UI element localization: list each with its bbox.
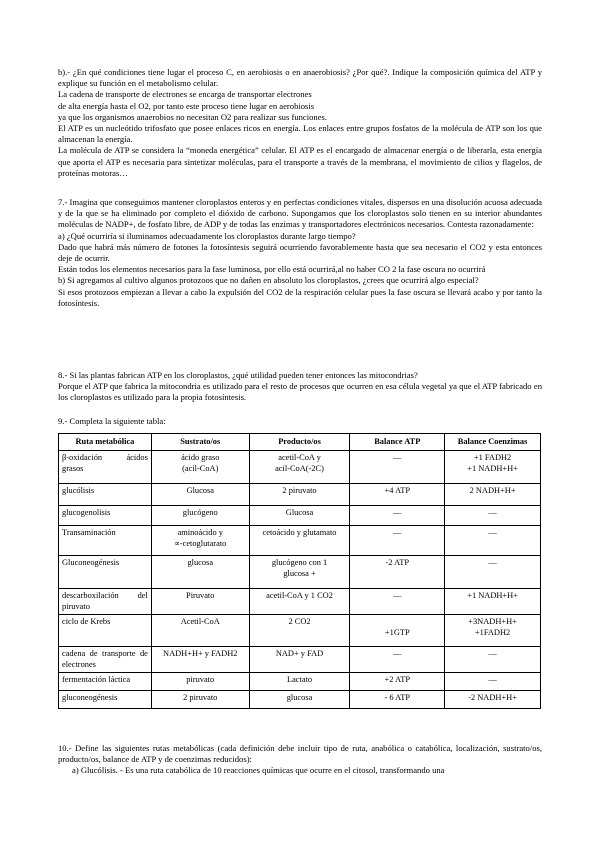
table-cell: aminoácido y ∝-cetoglutarato	[151, 526, 249, 556]
table-cell: +2 ATP	[350, 673, 445, 691]
column-header: Ruta metabólica	[59, 434, 152, 451]
table-row	[59, 451, 541, 484]
table-row	[59, 615, 541, 647]
answer-paragraph: a) Glucólisis. - Es una ruta catabólica de 10 reacciones químicas que ocurre en el citosol, transformando una	[72, 765, 445, 776]
answer-paragraph: Dado que habrá más número de fotones la fotosíntesis seguirá ocurriendo favorablemente hasta que sea necesario el CO2 y esta entonces deje de ocurrir.	[58, 241, 542, 264]
column-header: Producto/os	[249, 434, 350, 451]
table-cell: 2 CO2	[249, 615, 350, 647]
table-cell: Lactato	[249, 673, 350, 691]
column-header: Sustrato/os	[151, 434, 249, 451]
table-cell: +1 NADH+H+	[445, 589, 541, 615]
table-cell: acetil-CoA y acil-CoA(-2C)	[249, 451, 350, 484]
route-name-cell: gluconeogénesis	[59, 691, 152, 709]
table-cell: —	[350, 589, 445, 615]
route-name-cell: glucogenolisis	[59, 506, 152, 526]
table-cell: acetil-CoA y 1 CO2	[249, 589, 350, 615]
answer-paragraph: Porque el ATP que fabrica la mitocondria es utilizado para el resto de procesos que ocurren en esa célula vegetal ya que el ATP fabricado en los cloroplastos es utilizado para la propia fotosíntesis.	[58, 381, 542, 403]
answer-line: La cadena de transporte de electrones se encarga de transportar electrones	[58, 89, 312, 100]
route-name-cell: Transaminación	[59, 526, 152, 556]
question-8-prompt: 8.- Si las plantas fabrican ATP en los cloroplastos, ¿qué utilidad pueden tener entonces las mitocondrias?	[58, 370, 418, 380]
table-cell: +4 ATP	[350, 484, 445, 506]
table-cell: —	[445, 673, 541, 691]
metabolic-routes-table	[58, 433, 541, 709]
table-cell: glucógeno	[151, 506, 249, 526]
table-cell: +3NADH+H+ +1FADH2	[445, 615, 541, 647]
table-cell: —	[445, 647, 541, 673]
table-cell: —	[445, 506, 541, 526]
question-9-prompt: 9.- Completa la siguiente tabla:	[58, 416, 166, 426]
route-name-cell: β-oxidación ácidos grasos	[59, 451, 152, 484]
table-cell: ácido graso (acil-CoA)	[151, 451, 249, 484]
table-cell: —	[445, 526, 541, 556]
route-name-cell: descarboxilación del piruvato	[59, 589, 152, 615]
table-cell: +1 FADH2 +1 NADH+H+	[445, 451, 541, 484]
table-cell: +1GTP	[350, 615, 445, 647]
question-9	[58, 416, 542, 427]
question-7	[58, 197, 542, 309]
table-cell: NADH+H+ y FADH2	[151, 647, 249, 673]
table-row	[59, 484, 541, 506]
table-cell: 2 piruvato	[249, 484, 350, 506]
question-8	[58, 370, 542, 404]
answer-paragraph: La molécula de ATP se considera la “moneda energética” celular. El ATP es el encargado de almacenar energía o de liberarla, esta energía que aporta el ATP es necesaria para sintetizar moléculas, para el transporte a través de la membrana, el movimiento de cilios y flagelos, de proteínas motoras…	[58, 145, 542, 178]
table-cell: —	[350, 506, 445, 526]
route-name-cell: cadena de transporte de electrones	[59, 647, 152, 673]
table-cell: cetoácido y glutamato	[249, 526, 350, 556]
table-cell: NAD+ y FAD	[249, 647, 350, 673]
table-cell: piruvato	[151, 673, 249, 691]
route-name-cell: fermentación láctica	[59, 673, 152, 691]
table-cell: glucosa	[151, 556, 249, 589]
answer-paragraph: Si esos protozoos empiezan a llevar a cabo la expulsión del CO2 de la respiración celular pues la fase oscura se llevará acabo y por tanto la fotosíntesis.	[58, 286, 542, 308]
question-7a: a) ¿Qué ocurriría si iluminamos adecuadamente los cloroplastos durante largo tiempo?	[58, 230, 356, 241]
table-cell: - 6 ATP	[350, 691, 445, 709]
table-row	[59, 647, 541, 673]
table-cell: Glucosa	[151, 484, 249, 506]
column-header: Balance ATP	[350, 434, 445, 451]
table-cell: —	[350, 526, 445, 556]
table-header-row	[59, 434, 541, 451]
table-row	[59, 526, 541, 556]
table-row	[59, 589, 541, 615]
question-7b: b) Si agregamos al cultivo algunos protozoos que no dañen en absoluto los cloroplastos, ¿crees que ocurrirá algo especial?	[58, 275, 479, 286]
table-cell: glucógeno con 1 glucosa +	[249, 556, 350, 589]
question-10	[58, 743, 542, 777]
table-cell: glucosa	[249, 691, 350, 709]
table-cell: Acetil-CoA	[151, 615, 249, 647]
table-cell: 2 NADH+H+	[445, 484, 541, 506]
table-cell: Piruvato	[151, 589, 249, 615]
table-cell: —	[445, 556, 541, 589]
answer-line: de alta energía hasta el O2, por tanto este proceso tiene lugar en aerobiosis	[58, 100, 315, 111]
route-name-cell: Gluconeogénesis	[59, 556, 152, 589]
table-cell: -2 ATP	[350, 556, 445, 589]
question-b	[58, 67, 542, 179]
table-cell: —	[350, 451, 445, 484]
table-cell: —	[350, 647, 445, 673]
question-b-prompt: b).- ¿En qué condiciones tiene lugar el proceso C, en aerobiosis o en anaerobiosis? ¿Por qué?. Indique la composición química del ATP y explique su función en el metabolismo celular.	[58, 67, 542, 89]
table-row	[59, 673, 541, 691]
route-name-cell: glucólisis	[59, 484, 152, 506]
table-row	[59, 506, 541, 526]
table-cell: Glucosa	[249, 506, 350, 526]
table-row	[59, 691, 541, 709]
table-row	[59, 556, 541, 589]
column-header: Balance Coenzimas	[445, 434, 541, 451]
answer-paragraph: Están todos los elementos necesarios para la fase luminosa, por ello está ocurrirá,al no haber CO 2 la fase oscura no ocurrirá	[58, 264, 486, 275]
answer-paragraph: El ATP es un nucleótido trifosfato que posee enlaces ricos en energía. Los enlaces entre grupos fosfatos de la molécula de ATP son los que almacenan la energía.	[58, 123, 542, 145]
table-cell: -2 NADH+H+	[445, 691, 541, 709]
route-name-cell: ciclo de Krebs	[59, 615, 152, 647]
answer-line: ya que los organismos anaerobios no necesitan O2 para realizar sus funciones.	[58, 111, 328, 122]
question-10-prompt: 10.- Define las siguientes rutas metabólicas (cada definición debe incluir tipo de ruta, anabólica o catabólica, localización, sustrato/os, producto/os, balance de ATP y de coenzimas reducidos):	[58, 743, 542, 765]
question-7-prompt: 7.- Imagina que conseguimos mantener cloroplastos enteros y en perfectas condiciones vitales, dispersos en una disolución acuosa adecuada y de la que se ha eliminado por completo el dióxido de carbono. Supongamos que los cloroplastos solo tienen en su interior abundantes moléculas de NADP+, de fosfato libre, de ADP y de todas las enzimas y transportadores electrónicos necesarios. Contesta razonadamente:	[58, 197, 542, 230]
table-cell: 2 piruvato	[151, 691, 249, 709]
